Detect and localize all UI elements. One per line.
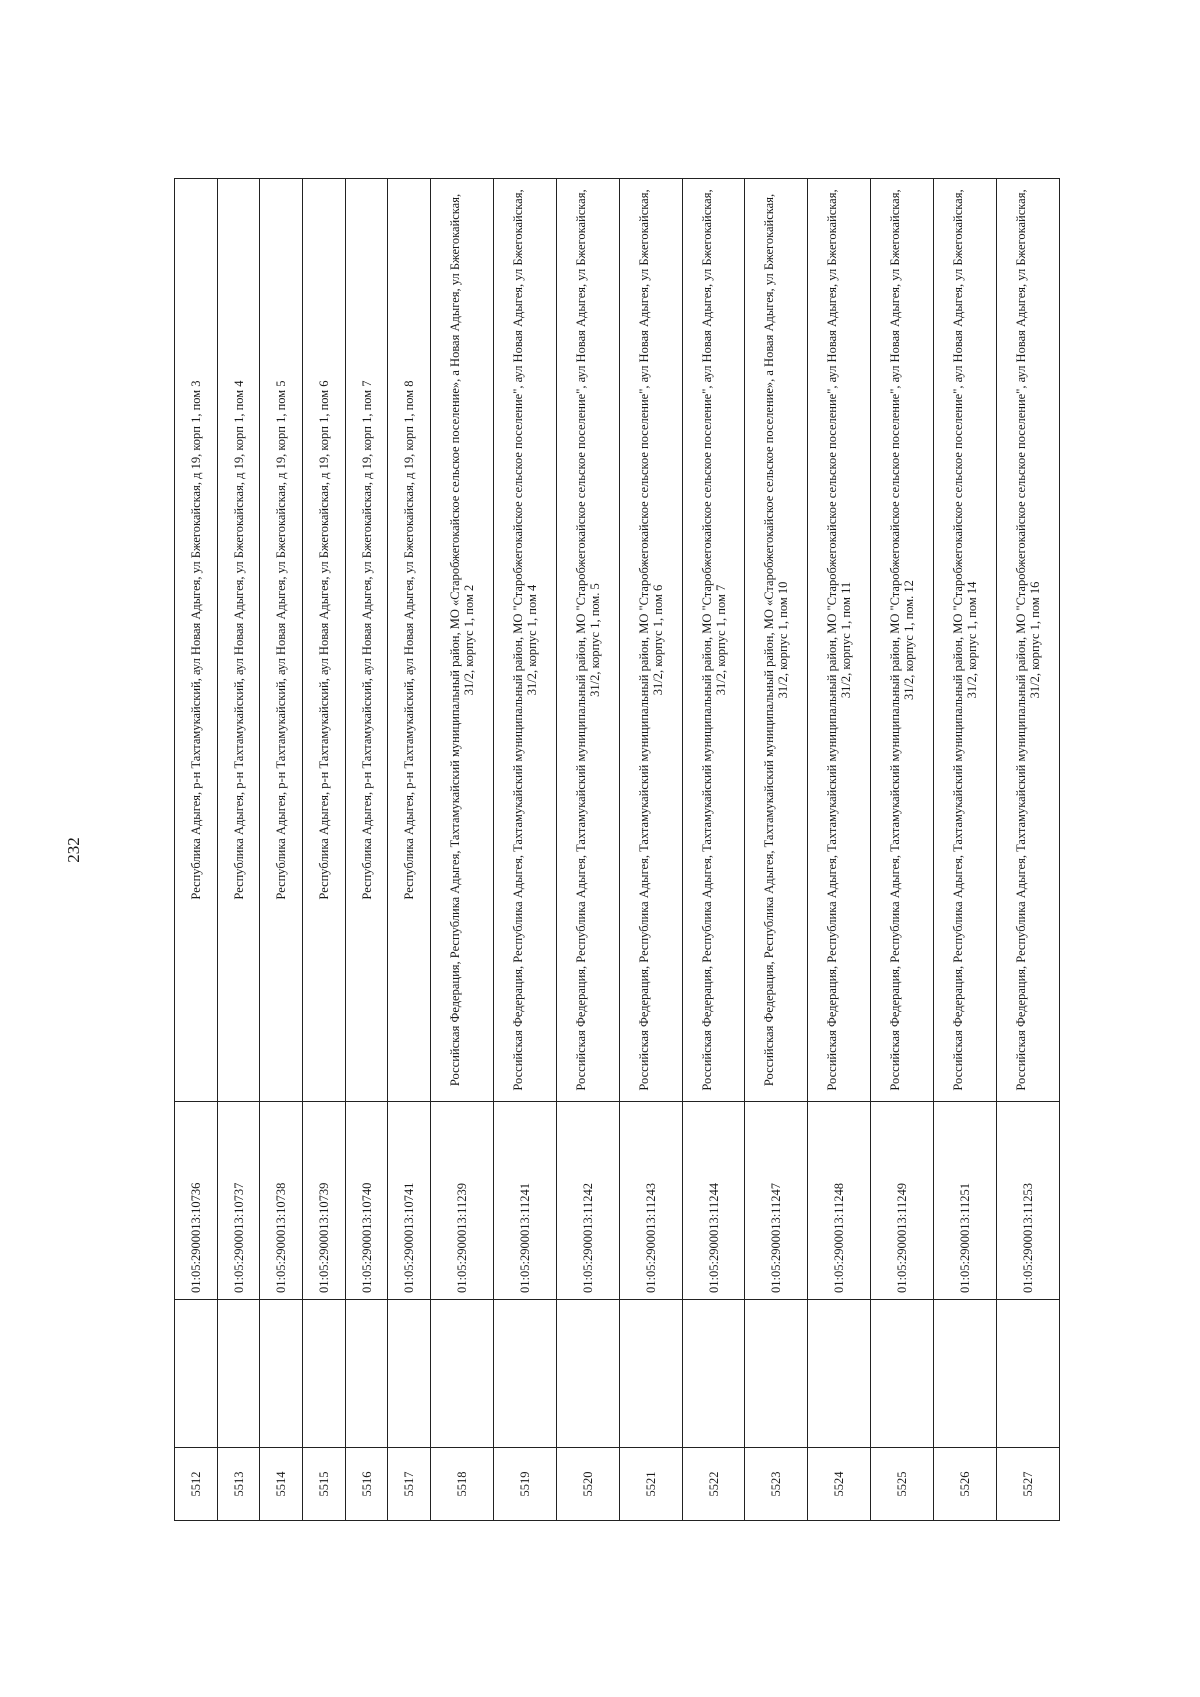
empty-cell bbox=[260, 1300, 303, 1448]
table-row bbox=[934, 179, 997, 1521]
address-cell: Республика Адыгея, р-н Тахтамукайский, аул Новая Адыгея, ул Бжегокайская, д 19, корп 1, пом 3 bbox=[175, 179, 218, 1102]
table-row bbox=[260, 179, 303, 1521]
address-cell: Республика Адыгея, р-н Тахтамукайский, аул Новая Адыгея, ул Бжегокайская, д 19, корп 1, пом 4 bbox=[217, 179, 260, 1102]
address-cell: Российская Федерация, Республика Адыгея, Тахтамукайский муниципальный район, МО «Старобжегокайское сельское поселение», а Новая Адыгея, ул Бжегокайская, 31/2, корпус 1, пом 2 bbox=[431, 179, 494, 1102]
cadastral-number-cell: 01:05:2900013:10738 bbox=[260, 1102, 303, 1300]
empty-cell bbox=[303, 1300, 346, 1448]
empty-cell bbox=[745, 1300, 808, 1448]
cadastral-number-cell: 01:05:2900013:10741 bbox=[388, 1102, 431, 1300]
cadastral-number-cell: 01:05:2900013:10739 bbox=[303, 1102, 346, 1300]
table-row bbox=[175, 179, 218, 1521]
row-number-cell: 5521 bbox=[619, 1448, 682, 1521]
rotated-table-container bbox=[174, 178, 1060, 1521]
address-cell: Республика Адыгея, р-н Тахтамукайский, аул Новая Адыгея, ул Бжегокайская, д 19, корп 1, пом 7 bbox=[345, 179, 388, 1102]
cadastral-number-cell: 01:05:2900013:10740 bbox=[345, 1102, 388, 1300]
row-number-cell: 5527 bbox=[997, 1448, 1060, 1521]
cadastral-number-cell: 01:05:2900013:10737 bbox=[217, 1102, 260, 1300]
empty-cell bbox=[388, 1300, 431, 1448]
row-number-cell: 5515 bbox=[303, 1448, 346, 1521]
table-row bbox=[345, 179, 388, 1521]
table-row bbox=[493, 179, 556, 1521]
cadastral-number-cell: 01:05:2900013:11241 bbox=[493, 1102, 556, 1300]
address-cell: Российская Федерация, Республика Адыгея, Тахтамукайский муниципальный район, МО "Старобжегокайское сельское поселение", аул Новая Адыгея, ул Бжегокайская, 31/2, корпус 1, пом 14 bbox=[934, 179, 997, 1102]
cadastral-number-cell: 01:05:2900013:11253 bbox=[997, 1102, 1060, 1300]
page-number: 232 bbox=[64, 837, 83, 863]
table-row bbox=[431, 179, 494, 1521]
registry-table bbox=[174, 178, 1060, 1521]
address-cell: Республика Адыгея, р-н Тахтамукайский, аул Новая Адыгея, ул Бжегокайская, д 19, корп 1, пом 8 bbox=[388, 179, 431, 1102]
cadastral-number-cell: 01:05:2900013:11249 bbox=[871, 1102, 934, 1300]
cadastral-number-cell: 01:05:2900013:11242 bbox=[556, 1102, 619, 1300]
empty-cell bbox=[997, 1300, 1060, 1448]
table-row bbox=[619, 179, 682, 1521]
table-row bbox=[682, 179, 745, 1521]
row-number-cell: 5525 bbox=[871, 1448, 934, 1521]
address-cell: Российская Федерация, Республика Адыгея, Тахтамукайский муниципальный район, МО "Старобжегокайское сельское поселение", аул Новая Адыгея, ул Бжегокайская, 31/2, корпус 1, пом 6 bbox=[619, 179, 682, 1102]
address-cell: Российская Федерация, Республика Адыгея, Тахтамукайский муниципальный район, МО "Старобжегокайское сельское поселение", аул Новая Адыгея, ул Бжегокайская, 31/2, корпус 1, пом. 5 bbox=[556, 179, 619, 1102]
table-row bbox=[217, 179, 260, 1521]
empty-cell bbox=[934, 1300, 997, 1448]
empty-cell bbox=[345, 1300, 388, 1448]
row-number-cell: 5524 bbox=[808, 1448, 871, 1521]
cadastral-number-cell: 01:05:2900013:10736 bbox=[175, 1102, 218, 1300]
empty-cell bbox=[619, 1300, 682, 1448]
empty-cell bbox=[431, 1300, 494, 1448]
table-row bbox=[745, 179, 808, 1521]
table-row bbox=[556, 179, 619, 1521]
table-row bbox=[997, 179, 1060, 1521]
cadastral-number-cell: 01:05:2900013:11247 bbox=[745, 1102, 808, 1300]
address-cell: Российская Федерация, Республика Адыгея, Тахтамукайский муниципальный район, МО "Старобжегокайское сельское поселение", аул Новая Адыгея, ул Бжегокайская, 31/2, корпус 1, пом 7 bbox=[682, 179, 745, 1102]
empty-cell bbox=[808, 1300, 871, 1448]
empty-cell bbox=[175, 1300, 218, 1448]
row-number-cell: 5516 bbox=[345, 1448, 388, 1521]
row-number-cell: 5513 bbox=[217, 1448, 260, 1521]
table-row bbox=[388, 179, 431, 1521]
row-number-cell: 5519 bbox=[493, 1448, 556, 1521]
address-cell: Российская Федерация, Республика Адыгея, Тахтамукайский муниципальный район, МО "Старобжегокайское сельское поселение", аул Новая Адыгея, ул Бжегокайская, 31/2, корпус 1, пом 16 bbox=[997, 179, 1060, 1102]
row-number-cell: 5526 bbox=[934, 1448, 997, 1521]
cadastral-number-cell: 01:05:2900013:11244 bbox=[682, 1102, 745, 1300]
address-cell: Российская Федерация, Республика Адыгея, Тахтамукайский муниципальный район, МО "Старобжегокайское сельское поселение", аул Новая Адыгея, ул Бжегокайская, 31/2, корпус 1, пом 4 bbox=[493, 179, 556, 1102]
address-cell: Республика Адыгея, р-н Тахтамукайский, аул Новая Адыгея, ул Бжегокайская, д 19, корп 1, пом 6 bbox=[303, 179, 346, 1102]
cadastral-number-cell: 01:05:2900013:11251 bbox=[934, 1102, 997, 1300]
address-cell: Российская Федерация, Республика Адыгея, Тахтамукайский муниципальный район, МО "Старобжегокайское сельское поселение", аул Новая Адыгея, ул Бжегокайская, 31/2, корпус 1, пом 11 bbox=[808, 179, 871, 1102]
empty-cell bbox=[217, 1300, 260, 1448]
address-cell: Российская Федерация, Республика Адыгея, Тахтамукайский муниципальный район, МО "Старобжегокайское сельское поселение", аул Новая Адыгея, ул Бжегокайская, 31/2, корпус 1, пом. 12 bbox=[871, 179, 934, 1102]
row-number-cell: 5518 bbox=[431, 1448, 494, 1521]
table-row bbox=[808, 179, 871, 1521]
cadastral-number-cell: 01:05:2900013:11243 bbox=[619, 1102, 682, 1300]
row-number-cell: 5512 bbox=[175, 1448, 218, 1521]
registry-table-body bbox=[175, 179, 1060, 1521]
row-number-cell: 5514 bbox=[260, 1448, 303, 1521]
table-row bbox=[303, 179, 346, 1521]
address-cell: Республика Адыгея, р-н Тахтамукайский, аул Новая Адыгея, ул Бжегокайская, д 19, корп 1, пом 5 bbox=[260, 179, 303, 1102]
cadastral-number-cell: 01:05:2900013:11248 bbox=[808, 1102, 871, 1300]
row-number-cell: 5517 bbox=[388, 1448, 431, 1521]
address-cell: Российская Федерация, Республика Адыгея, Тахтамукайский муниципальный район, МО «Старобжегокайское сельское поселение», а Новая Адыгея, ул Бжегокайская, 31/2, корпус 1, пом 10 bbox=[745, 179, 808, 1102]
cadastral-number-cell: 01:05:2900013:11239 bbox=[431, 1102, 494, 1300]
empty-cell bbox=[556, 1300, 619, 1448]
empty-cell bbox=[493, 1300, 556, 1448]
row-number-cell: 5522 bbox=[682, 1448, 745, 1521]
empty-cell bbox=[871, 1300, 934, 1448]
table-row bbox=[871, 179, 934, 1521]
empty-cell bbox=[682, 1300, 745, 1448]
row-number-cell: 5520 bbox=[556, 1448, 619, 1521]
row-number-cell: 5523 bbox=[745, 1448, 808, 1521]
